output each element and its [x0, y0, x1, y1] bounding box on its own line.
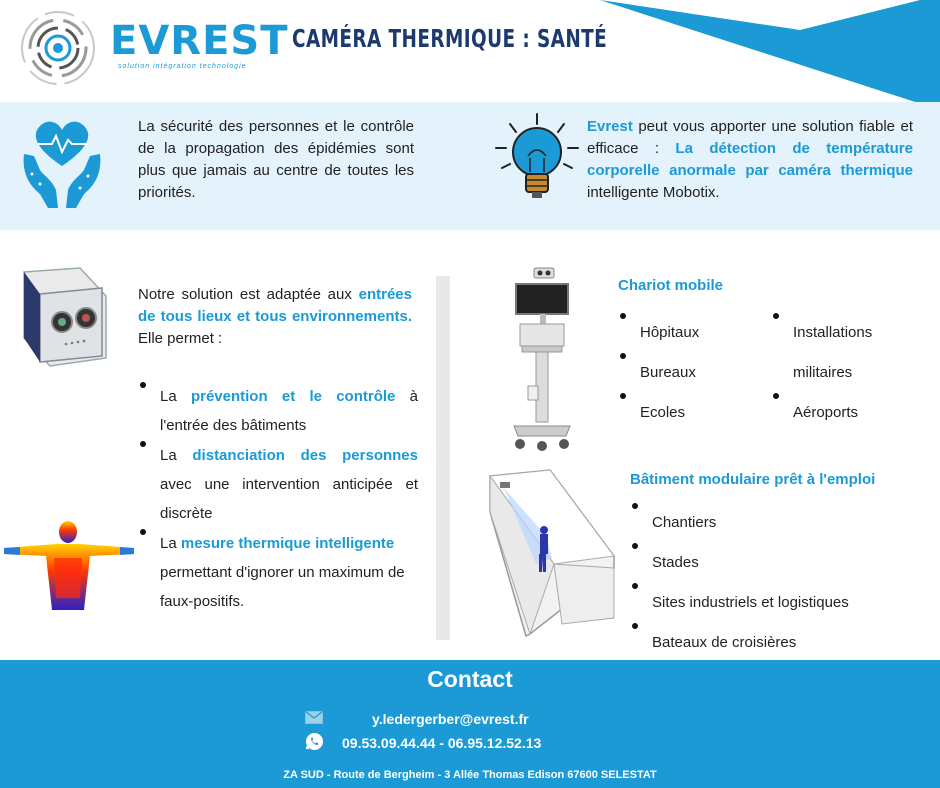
chariot-list-col2 — [771, 313, 921, 433]
list-item: Stades — [630, 543, 920, 583]
list-item: Sites industriels et logistiques — [630, 583, 920, 623]
contact-email[interactable]: y.ledergerber@evrest.fr — [372, 711, 529, 727]
list-item: Hôpitaux — [618, 313, 768, 353]
intro-right-text: Evrest peut vous apporter une solution fiable et efficace : La détection de température corporelle anormale par caméra thermique intelligente Mobotix. — [587, 118, 913, 201]
list-item: La prévention et le contrôle à l'entrée des bâtiments — [138, 382, 418, 440]
entries-highlight: entrées de tous lieux et tous environnements. — [138, 286, 412, 325]
contact-title: Contact — [427, 666, 513, 692]
list-item: La distanciation des personnes avec une intervention anticipée et discrète — [138, 441, 418, 528]
solution-intro-text: Notre solution est adaptée aux entrées de tous lieux et tous environnements. Elle permet : — [138, 286, 412, 347]
logo-wordmark: EVREST — [110, 18, 289, 64]
modular-building-image — [486, 468, 618, 640]
whatsapp-icon — [305, 732, 324, 751]
batiment-title: Bâtiment modulaire prêt à l'emploi — [630, 471, 876, 488]
thermal-camera-image — [10, 266, 118, 370]
benefits-list — [138, 382, 418, 616]
list-item: La mesure thermique intelligente permettant d'ignorer un maximum de faux-positifs. — [138, 529, 418, 616]
contact-address: ZA SUD - Route de Bergheim - 3 Allée Thomas Edison 67600 SELESTAT — [283, 769, 657, 781]
contact-footer — [0, 660, 940, 788]
contact-phone[interactable]: 09.53.09.44.44 - 06.95.12.52.13 — [342, 735, 542, 751]
list-item: Installations — [771, 313, 921, 353]
brand-name: Evrest — [587, 118, 633, 135]
list-item: Ecoles — [618, 393, 768, 433]
list-item: Aéroports — [771, 393, 921, 433]
logo-tagline: solution intégration technologie — [118, 63, 247, 70]
list-item: Bateaux de croisières — [630, 623, 920, 663]
intro-left-text: La sécurité des personnes et le contrôle de la propagation des épidémies sont plus que jamais au centre de toutes les priorités. — [138, 118, 414, 201]
detection-highlight: La détection de température corporelle anormale par caméra thermique — [587, 140, 913, 179]
email-icon — [305, 711, 323, 724]
batiment-list — [630, 503, 920, 663]
mobile-cart-image — [506, 266, 576, 452]
list-item: Bureaux — [618, 353, 768, 393]
list-item: Chantiers — [630, 503, 920, 543]
thermal-body-image — [0, 518, 140, 614]
page-title: CAMÉRA THERMIQUE : SANTÉ — [292, 24, 608, 53]
header-decoration — [600, 0, 940, 110]
list-item-continued: militaires — [793, 364, 853, 381]
chariot-title: Chariot mobile — [618, 277, 724, 294]
logo-icon — [8, 6, 108, 90]
evrest-logo — [8, 6, 289, 90]
lightbulb-icon — [492, 110, 582, 210]
heart-hands-icon — [18, 114, 106, 214]
chariot-list-col1 — [618, 313, 768, 433]
column-divider — [436, 276, 450, 640]
